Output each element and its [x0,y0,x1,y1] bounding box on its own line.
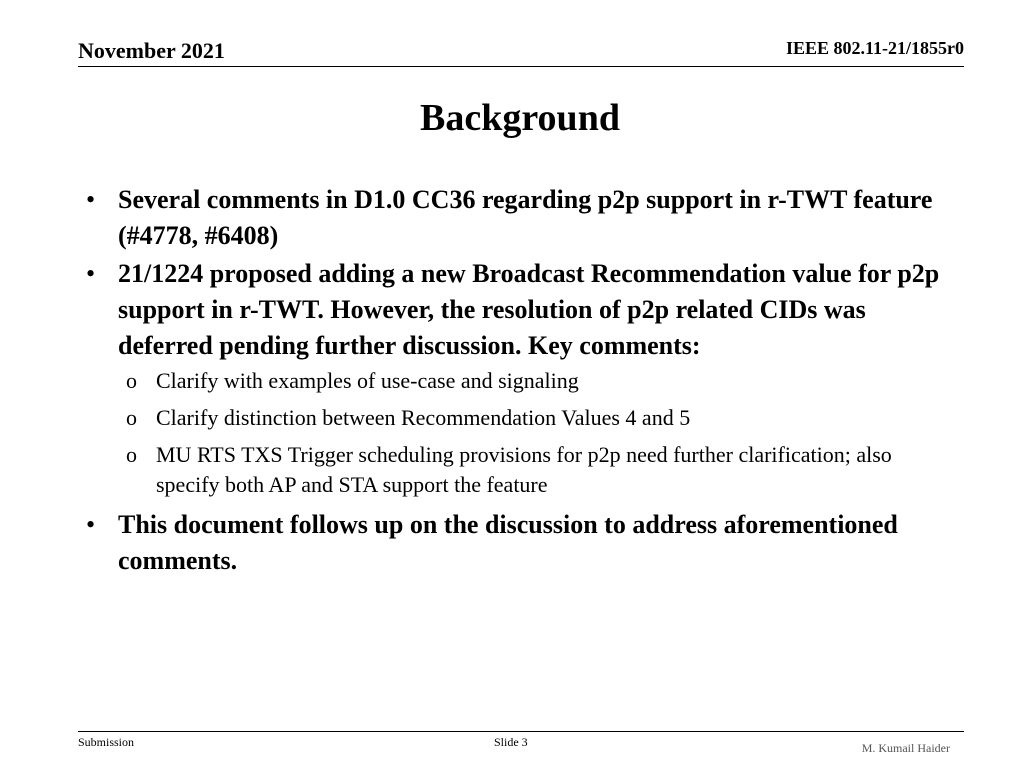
sub-bullet-item [86,366,946,396]
bullet-marker: • [86,259,96,288]
bullet-marker: • [86,510,96,539]
sub-bullet-text: MU RTS TXS Trigger scheduling provisions for p2p need further clarification; also specify both AP and STA support the feature [156,442,892,497]
sub-bullet-text: Clarify distinction between Recommendation Values 4 and 5 [156,405,691,430]
footer-author: M. Kumail Haider [861,741,950,755]
footer-divider [78,731,964,732]
header-date: November 2021 [78,38,225,63]
sub-bullet-text: Clarify with examples of use-case and signaling [156,368,579,393]
bullet-text: Several comments in D1.0 CC36 regarding p2p support in r-TWT feature (#4778, #6408) [118,185,933,250]
header-divider [78,66,964,67]
sub-bullet-item [86,440,946,500]
bullet-text: This document follows up on the discussion to address aforementioned comments. [118,510,898,575]
sub-bullet-list [86,366,946,500]
sub-bullet-marker: o [126,405,137,430]
bullet-item [86,256,946,364]
sub-bullet-marker: o [126,368,137,393]
sub-bullet-marker: o [126,442,137,467]
header-doc-id: IEEE 802.11-21/1855r0 [785,38,964,58]
slide-body [86,182,946,581]
bullet-marker: • [86,185,96,214]
slide-title: Background [420,97,620,139]
sub-bullet-item [86,403,946,433]
bullet-item [86,507,946,579]
bullet-text: 21/1224 proposed adding a new Broadcast Recommendation value for p2p support in r-TWT. However, the resolution of p2p related CIDs was deferred pending further discussion. Key comments: [118,259,940,360]
footer-slide-number: Slide 3 [494,735,528,749]
bullet-item [86,182,946,254]
footer-submission: Submission [78,735,135,749]
